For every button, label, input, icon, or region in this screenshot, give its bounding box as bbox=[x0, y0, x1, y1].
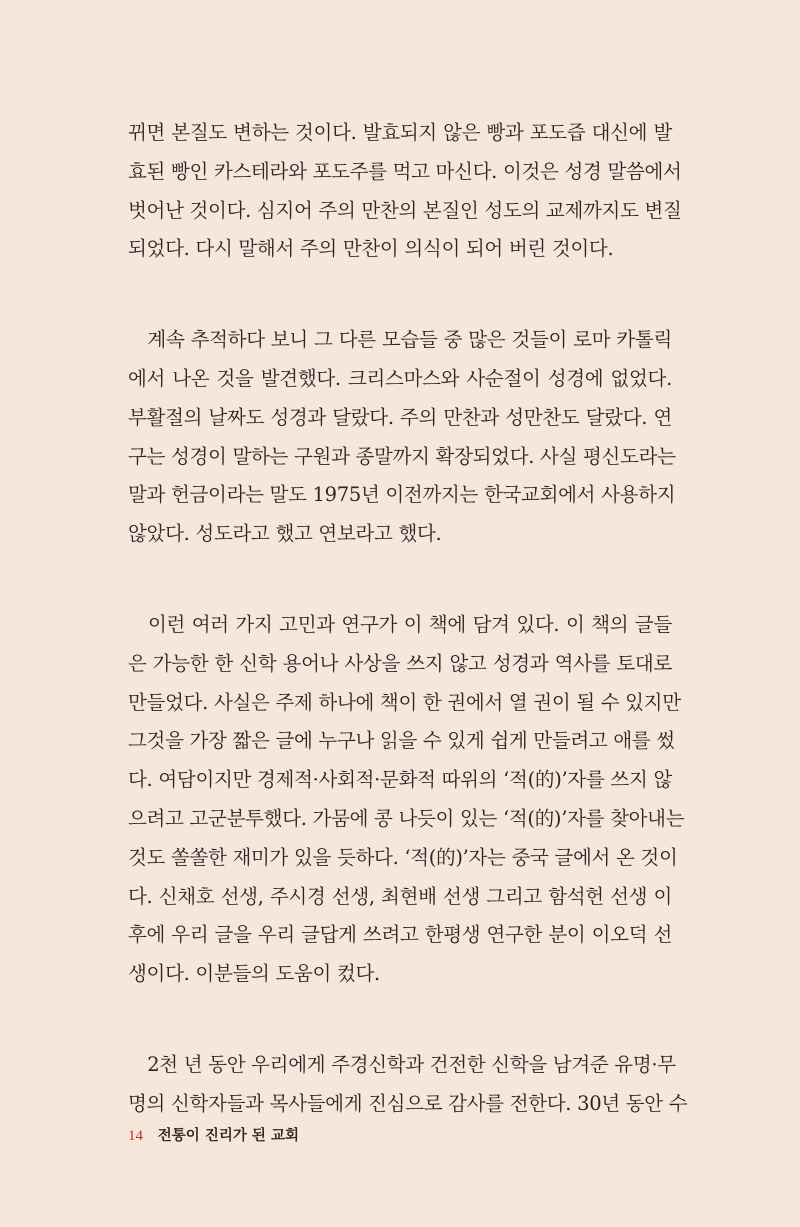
text-line: 다. 여담이지만 경제적·사회적·문화적 따위의 ‘적(的)’자를 쓰지 않 bbox=[128, 768, 672, 792]
text-line: 에서 나온 것을 발견했다. 크리스마스와 사순절이 성경에 없었다. bbox=[128, 366, 672, 390]
text-line: 다. 신채호 선생, 주시경 선생, 최현배 선생 그리고 함석헌 선생 이 bbox=[128, 884, 672, 908]
paragraph-3 bbox=[128, 606, 685, 994]
paragraph-2 bbox=[128, 321, 676, 554]
text-line: 만들었다. 사실은 주제 하나에 책이 한 권에서 열 권이 될 수 있지만 bbox=[128, 690, 681, 714]
text-line: 은 가능한 한 신학 용어나 사상을 쓰지 않고 성경과 역사를 토대로 bbox=[128, 651, 672, 675]
text-line: 말과 헌금이라는 말도 1975년 이전까지는 한국교회에서 사용하지 bbox=[128, 483, 676, 507]
text-line: 그것을 가장 짧은 글에 누구나 읽을 수 있게 쉽게 만들려고 애를 썼 bbox=[128, 729, 675, 753]
text-line: 2천 년 동안 우리에게 주경신학과 건전한 신학을 남겨준 유명·무 bbox=[128, 1052, 676, 1076]
text-line: 벗어난 것이다. 심지어 주의 만찬의 본질인 성도의 교제까지도 변질 bbox=[128, 198, 682, 222]
text-line: 계속 추적하다 보니 그 다른 모습들 중 많은 것들이 로마 카톨릭 bbox=[128, 328, 672, 352]
text-line: 구는 성경이 말하는 구원과 종말까지 확장되었다. 사실 평신도라는 bbox=[128, 444, 676, 468]
text-line: 않았다. 성도라고 했고 연보라고 했다. bbox=[128, 522, 442, 546]
body-text bbox=[128, 114, 688, 1176]
text-line: 이런 여러 가지 고민과 연구가 이 책에 담겨 있다. 이 책의 글들 bbox=[128, 612, 672, 636]
text-line: 뀌면 본질도 변하는 것이다. 발효되지 않은 빵과 포도즙 대신에 발 bbox=[128, 121, 672, 144]
text-line: 부활절의 날짜도 성경과 달랐다. 주의 만찬과 성만찬도 달랐다. 연 bbox=[128, 405, 672, 429]
page-footer bbox=[128, 1124, 299, 1145]
text-line: 후에 우리 글을 우리 글답게 쓰려고 한평생 연구한 분이 이오덕 선 bbox=[128, 923, 672, 947]
paragraph-1 bbox=[128, 114, 682, 269]
paragraph-4 bbox=[128, 1046, 688, 1124]
text-line: 효된 빵인 카스테라와 포도주를 먹고 마신다. 이것은 성경 말씀에서 bbox=[128, 159, 682, 183]
text-line: 것도 쏠쏠한 재미가 있을 듯하다. ‘적(的)’자는 중국 글에서 온 것이 bbox=[128, 845, 678, 869]
text-line: 되었다. 다시 말해서 주의 만찬이 의식이 되어 버린 것이다. bbox=[128, 237, 614, 261]
text-line: 으려고 고군분투했다. 가뭄에 콩 나듯이 있는 ‘적(的)’자를 찾아내는 bbox=[128, 806, 685, 830]
text-line: 명의 신학자들과 목사들에게 진심으로 감사를 전한다. 30년 동안 수 bbox=[128, 1091, 688, 1115]
running-title: 전통이 진리가 된 교회 bbox=[157, 1128, 299, 1144]
page-number: 14 bbox=[128, 1128, 143, 1144]
text-line: 생이다. 이분들의 도움이 컸다. bbox=[128, 962, 380, 986]
